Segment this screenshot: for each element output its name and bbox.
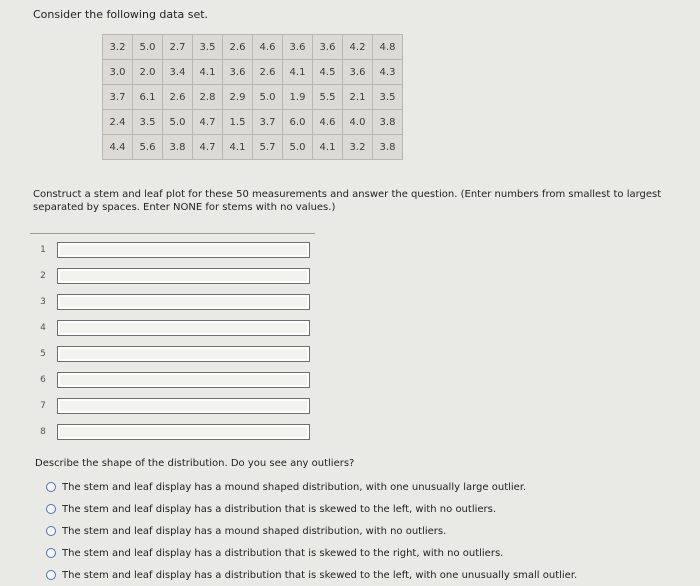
answer-option-label: The stem and leaf display has a distribution that is skewed to the left, with one unusually small outlier. — [62, 569, 578, 581]
data-set-table — [102, 34, 403, 160]
answer-option[interactable] — [46, 476, 577, 498]
data-cell: 3.0 — [103, 60, 133, 85]
answer-option[interactable] — [46, 564, 577, 586]
leaf-input[interactable] — [57, 424, 310, 440]
stem-label: 8 — [40, 427, 46, 437]
data-cell: 4.6 — [253, 35, 283, 60]
data-cell: 3.5 — [193, 35, 223, 60]
data-cell: 3.5 — [133, 110, 163, 135]
data-cell: 3.8 — [163, 135, 193, 160]
data-cell: 2.9 — [223, 85, 253, 110]
data-cell: 5.0 — [163, 110, 193, 135]
stem-row — [30, 398, 315, 416]
stem-label: 6 — [40, 375, 46, 385]
answer-options — [46, 476, 577, 586]
data-row — [103, 35, 403, 60]
instructions-text: Construct a stem and leaf plot for these 50 measurements and answer the question. (Enter numbers from smallest to largest separated by spaces. Enter NONE for stems with no values.) — [33, 189, 662, 213]
leaf-input[interactable] — [57, 398, 310, 414]
leaf-input[interactable] — [57, 320, 310, 336]
data-cell: 6.0 — [283, 110, 313, 135]
leaf-input[interactable] — [57, 268, 310, 284]
data-cell: 2.6 — [253, 60, 283, 85]
data-cell: 3.6 — [343, 60, 373, 85]
data-cell: 3.7 — [253, 110, 283, 135]
data-cell: 5.0 — [283, 135, 313, 160]
data-cell: 2.7 — [163, 35, 193, 60]
data-cell: 2.4 — [103, 110, 133, 135]
data-cell: 3.6 — [313, 35, 343, 60]
radio-button[interactable] — [46, 482, 56, 492]
stem-row — [30, 372, 315, 390]
data-cell: 3.2 — [343, 135, 373, 160]
data-cell: 1.5 — [223, 110, 253, 135]
data-cell: 4.2 — [343, 35, 373, 60]
data-cell: 5.0 — [253, 85, 283, 110]
data-cell: 5.7 — [253, 135, 283, 160]
stem-label: 7 — [40, 401, 46, 411]
answer-option[interactable] — [46, 498, 577, 520]
data-cell: 4.7 — [193, 135, 223, 160]
data-row — [103, 85, 403, 110]
data-cell: 3.4 — [163, 60, 193, 85]
stem-row — [30, 268, 315, 286]
data-cell: 4.1 — [193, 60, 223, 85]
data-cell: 4.1 — [313, 135, 343, 160]
data-cell: 2.6 — [223, 35, 253, 60]
stem-label: 1 — [40, 245, 46, 255]
answer-option-label: The stem and leaf display has a distribution that is skewed to the left, with no outliers. — [62, 503, 497, 515]
leaf-input[interactable] — [57, 346, 310, 362]
plot-top-rule — [30, 233, 315, 234]
data-cell: 4.0 — [343, 110, 373, 135]
data-cell: 3.8 — [373, 110, 403, 135]
data-cell: 5.6 — [133, 135, 163, 160]
radio-button[interactable] — [46, 548, 56, 558]
data-cell: 2.0 — [133, 60, 163, 85]
stem-label: 4 — [40, 323, 46, 333]
radio-button[interactable] — [46, 504, 56, 514]
answer-option-label: The stem and leaf display has a mound shaped distribution, with one unusually large outlier. — [62, 481, 527, 493]
radio-button[interactable] — [46, 526, 56, 536]
leaf-input[interactable] — [57, 294, 310, 310]
problem-title: Consider the following data set. — [33, 8, 209, 21]
question-text: Describe the shape of the distribution. Do you see any outliers? — [35, 458, 355, 469]
data-row — [103, 60, 403, 85]
radio-button[interactable] — [46, 570, 56, 580]
stem-label: 3 — [40, 297, 46, 307]
data-cell: 6.1 — [133, 85, 163, 110]
data-cell: 3.7 — [103, 85, 133, 110]
data-cell: 4.1 — [283, 60, 313, 85]
data-cell: 4.7 — [193, 110, 223, 135]
leaf-input[interactable] — [57, 242, 310, 258]
answer-option-label: The stem and leaf display has a mound shaped distribution, with no outliers. — [62, 525, 447, 537]
answer-option[interactable] — [46, 520, 577, 542]
data-cell: 3.6 — [283, 35, 313, 60]
data-row — [103, 135, 403, 160]
data-cell: 3.5 — [373, 85, 403, 110]
data-cell: 3.8 — [373, 135, 403, 160]
stem-row — [30, 424, 315, 442]
data-cell: 3.2 — [103, 35, 133, 60]
leaf-input[interactable] — [57, 372, 310, 388]
data-cell: 2.1 — [343, 85, 373, 110]
data-cell: 4.5 — [313, 60, 343, 85]
data-cell: 1.9 — [283, 85, 313, 110]
answer-option-label: The stem and leaf display has a distribution that is skewed to the right, with no outliers. — [62, 547, 504, 559]
data-cell: 3.6 — [223, 60, 253, 85]
data-row — [103, 110, 403, 135]
data-cell: 5.0 — [133, 35, 163, 60]
data-cell: 2.8 — [193, 85, 223, 110]
data-cell: 5.5 — [313, 85, 343, 110]
data-cell: 2.6 — [163, 85, 193, 110]
stem-label: 2 — [40, 271, 46, 281]
data-cell: 4.6 — [313, 110, 343, 135]
stem-leaf-plot — [30, 233, 315, 445]
answer-option[interactable] — [46, 542, 577, 564]
data-cell: 4.3 — [373, 60, 403, 85]
stem-row — [30, 242, 315, 260]
data-cell: 4.1 — [223, 135, 253, 160]
stem-row — [30, 346, 315, 364]
stem-row — [30, 294, 315, 312]
stem-label: 5 — [40, 349, 46, 359]
data-cell: 4.8 — [373, 35, 403, 60]
data-cell: 4.4 — [103, 135, 133, 160]
stem-row — [30, 320, 315, 338]
